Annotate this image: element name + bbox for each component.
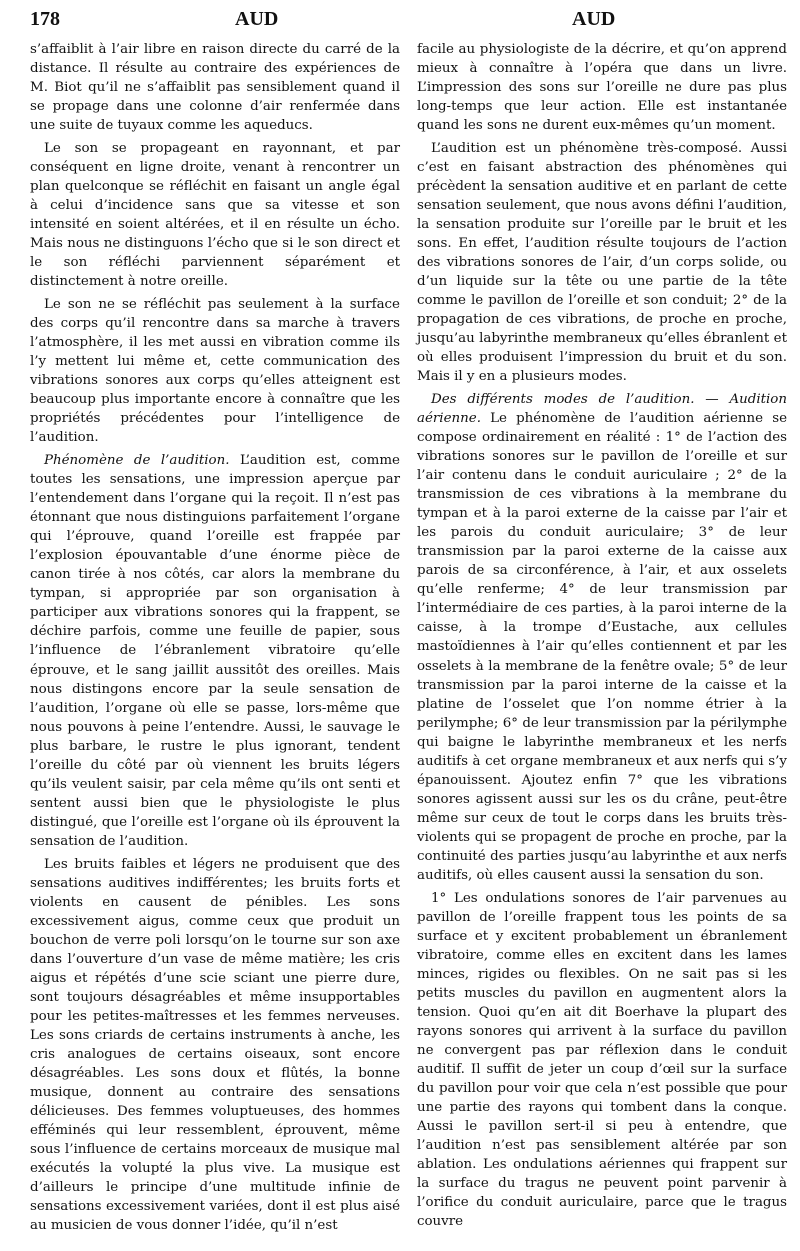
paragraph <box>417 390 787 884</box>
paragraph: Le son ne se réfléchit pas seulement à la surface des corps qu’il rencontre dans sa marche à travers l’atmosphère, il les met aussi en vibration comme ils l’y mettent lui même et, cette communication des vibrations sonores aux corps qu’elles atteignent est beaucoup plus importante encore à connaître que les propriétés précédentes pour l’intelligence de l’audition. <box>30 297 400 446</box>
paragraph-text: L’audition est, comme toutes les sensations, une impression aperçue par l’entendement dans l’organe qui la reçoit. Il n’est pas étonnant que nous distinguions parfaitement l’organe qui l’éprouve, quand l’oreille est frappée par l’explosion épouvantable d’une énorme pièce de canon tirée à nos côtés, car alors la membrane du tympan, si appropriée par son organisation à participer aux vibrations sonores qui la frappent, se déchire parfois, comme une feuille de papier, sous l’influence de l’ébranlement vibratoire qu’elle éprouve, et le sang jaillit aussitôt des oreilles. Mais nous distingons encore par la seule sensation de l’audition, l’organe où elle se passe, lors-même que nous pouvons à peine l’entendre. Aussi, le sauvage le plus barbare, le rustre le plus ignorant, tendent l’oreille du côté par où viennent les bruits légers qu’ils veulent saisir, par cela même qu’ils ont senti et sentent aussi bien que le physiologiste le plus distingué, que l’oreille est l’organe où ils éprouvent la sensation de l’audition. <box>30 453 400 849</box>
paragraph: Les bruits faibles et légers ne produisent que des sensations auditives indifférentes; les bruits forts et violents en causent de pénibles. Les sons excessivement aigus, comme ceux que produit un bouchon de verre poli lorsqu’on le tourne sur son axe dans l’ouverture d’un vase de même matière; les cris aigus et répétés d’une scie sciant une pierre dure, sont toujours désagréables et même insupportables pour les petites-maîtresses et les femmes nerveuses. Les sons criards de certains instruments à anche, les cris analogues de certains oiseaux, sont encore désagréables. Les sons doux et flûtés, la bonne musique, donnent au contraire des sensations délicieuses. Des femmes voluptueuses, des hommes efféminés qui leur ressemblent, éprouvent, même sous l’influence de certains morceaux de musique mal exécutés la volupté la plus vive. La musique est d’ailleurs le principe d’une multitude infinie de sensations excessivement variées, dont il est plus aisé au musicien de vous donner l’idée, qu’il n’est <box>30 856 400 1233</box>
paragraph: 1° Les ondulations sonores de l’air parvenues au pavillon de l’oreille frappent tous les points de sa surface et y excitent probablement un ébranlement vibratoire, comme elles en excitent dans les lames minces, rigides ou flexibles. On ne sait pas si les petits muscles du pavillon en augmentent alors la tension. Quoi qu’en ait dit Boerhave la plupart des rayons sonores qui arrivent à la surface du pavillon ne convergent pas par réflexion dans le conduit auditif. Il suffit de jeter un coup d’œil sur la surface du pavillon pour voir que cela n’est possible que pour une partie des rayons qui tombent dans la conque. Aussi le pavillon sert-il si peu à entendre, que l’audition n’est pas sensiblement altérée par son ablation. Les ondulations aériennes qui frappent sur la surface du tragus ne peuvent point parvenir à l’orifice du conduit auriculaire, parce que le tragus couvre <box>417 890 787 1229</box>
paragraph <box>30 451 400 850</box>
paragraph: s’affaiblit à l’air libre en raison directe du carré de la distance. Il résulte au contraire des expériences de M. Biot qu’il ne s’affaiblit pas sensiblement quand il se propage dans une colonne d’air renfermée dans une suite de tuyaux comme les aqueducs. <box>30 42 400 134</box>
paragraph: Le son se propageant en rayonnant, et par conséquent en ligne droite, venant à rencontrer un plan quelconque se réfléchit en faisant un angle égal à celui d’incidence sans que sa vitesse et son intensité en soient altérées, et il en résulte un écho. Mais nous ne distinguons l’écho que si le son direct et le son réfléchi parviennent séparément et distinctement à notre oreille. <box>30 141 400 290</box>
right-column <box>417 40 787 1231</box>
left-column <box>30 40 400 1235</box>
section-heading: Phénomène de l’audition. <box>44 453 230 469</box>
paragraph-text: Le phénomène de l’audition aérienne se compose ordinairement en réalité : 1° de l’action des vibrations sonores sur le pavillon de l’oreille et sur l’air contenu dans le conduit auriculaire ; 2° de la transmission de ces vibrations à la membrane du tympan et à la paroi externe de la caisse par l’air et les parois du conduit auriculaire; 3° de leur transmission par la paroi externe de la caisse aux parois de sa circonférence, à l’air, et aux osselets qu’elle renferme; 4° de leur transmission par l’intermédiaire de ces parties, à la paroi interne de la caisse, à la trompe d’Eustache, aux cellules mastoïdiennes à l’air qu’elles contiennent et par les osselets à la membrane de la fenêtre ovale; 5° de leur transmission par la paroi interne de la caisse et la platine de l’osselet que l’on nomme étrier à la perilymphe; 6° de leur transmission par la périlymphe qui baigne le labyrinthe membraneux et les nerfs auditifs à cet organe membraneux et aux nerfs qui s’y épanouissent. Ajoutez enfin 7° que les vibrations sonores agissent aussi sur les os du crâne, peut-être même sur ceux de tout le corps dans les bruits très-violents qui se propagent de proche en proche, par la continuité des parties jusqu’au labyrinthe et aux nerfs auditifs, où elles causent aussi la sensation du son. <box>417 411 787 883</box>
right-running-title: AUD <box>572 8 616 30</box>
page-number: 178 <box>30 8 60 30</box>
paragraph: L’audition est un phénomène très-composé. Aussi c’est en faisant abstraction des phénomènes qui précèdent la sensation auditive et en parlant de cette sensation seulement, que nous avons défini l’audition, la sensation produite sur l’oreille par le bruit et les sons. En effet, l’audition résulte toujours de l’action des vibrations sonores de l’air, d’un corps solide, ou d’un liquide sur la tête ou une partie de la tête comme le pavillon de l’oreille et son conduit; 2° de la propagation de ces vibrations, de proche en proche, jusqu’au labyrinthe membraneux qu’elles ébranlent et où elles produisent l’impression du bruit et du son. Mais il y en a plusieurs modes. <box>417 141 787 385</box>
running-header <box>30 4 775 34</box>
left-running-title: AUD <box>235 8 279 30</box>
section-heading: Des différents modes de l’audition. — Audition aérienne. <box>417 392 787 427</box>
paragraph: facile au physiologiste de la décrire, et qu’on apprend mieux à connaître à l’opéra que dans un livre. L’impression des sons sur l’oreille ne dure pas plus long-temps que leur action. Elle est instantanée quand les sons ne durent eux-mêmes qu’un moment. <box>417 42 787 134</box>
